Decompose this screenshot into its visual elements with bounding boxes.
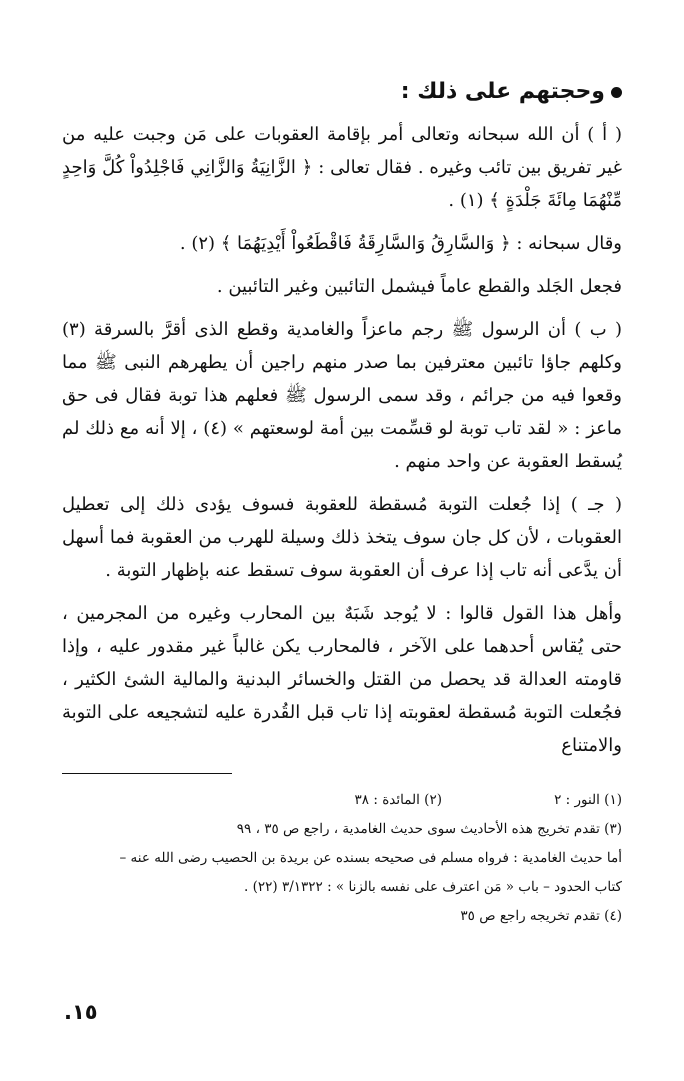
paragraph-a-verse2: وقال سبحانه : ﴿ وَالسَّارِقُ وَالسَّارِقَةُ فَاقْطَعُواْ أَيْدِيَهُمَا ﴾ (٢) . [179,233,622,254]
footnote-divider [62,773,232,774]
paragraph-b: ( ب ) أن الرسول ﷺ رجم ماعزاً والغامدية وقطع الذى أقرَّ بالسرقة (٣) وكلهم جاؤا تائبين معترفين بما صدر منهم راجين أن يطهرهم النبى ﷺ مما وقعوا فيه من جرائم ، وقد سمى الرسول ﷺ فعلهم هذا توبة فقال فى حق ماعز : « لقد تاب توبة لو قسِّمت بين أمة لوسعتهم » (٤) ، إلا أنه مع ذلك لم يُسقط العقوبة عن واحد منهم . [62,319,622,472]
footnote-3: (٣) تقدم تخريج هذه الأحاديث سوى حديث الغامدية ، راجع ص ٣٥ ، ٩٩ [236,821,622,837]
paragraph-a: ( أ ) أن الله سبحانه وتعالى أمر بإقامة العقوبات على مَن وجبت عليه من غير تفريق بين تائب وغيره . فقال تعالى : ﴿ الزَّانِيَةُ وَالزَّانِي فَاجْلِدُواْ كُلَّ وَاحِدٍ مِّنْهُمَا مِائَةَ جَلْدَةٍ ﴾ (١) . [62,124,622,211]
body-text [62,118,622,762]
bullet-icon [611,87,622,98]
section-heading-text: وحجتهم على ذلك : [400,79,605,104]
paragraph-conclusion: وأهل هذا القول قالوا : لا يُوجد شَبَهٌ بين المحارب وغيره من المجرمين ، حتى يُقاس أحدهما على الآخر ، فالمحارب يكن غالباً غير مقدور عليه ، وإذا قاومته العدالة قد يحصل من القتل والخسائر البدنية والمالية الشئ الكثير ، فجُعلت التوبة مُسقطة لعقوبته إذا تاب قبل القُدرة عليه لتشجيعه على التوبة والامتناع [62,603,622,756]
footnote-2: (٢) المائدة : ٣٨ [354,792,442,808]
page-number: ١٥. [64,1000,98,1024]
paragraph-a-conclusion: فجعل الجَلد والقطع عاماً فيشمل التائبين وغير التائبين . [216,276,622,297]
footnote-1: (١) النور : ٢ [554,792,622,808]
footnote-4: (٤) تقدم تخريجه راجع ص ٣٥ [460,908,622,924]
footnote-3-ref: كتاب الحدود – باب « مَن اعترف على نفسه بالزنا » : ٣/١٣٢٢ (٢٢) . [244,879,622,895]
paragraph-c: ( جـ ) إذا جُعلت التوبة مُسقطة للعقوبة فسوف يؤدى ذلك إلى تعطيل العقوبات ، لأن كل جان سوف يتخذ ذلك وسيلة للهرب من العقوبة فما أسهل أن يدَّعى أنه تاب إذا عرف أن العقوبة سوف تسقط عنه بإظهار التوبة . [62,494,622,581]
section-heading [401,78,622,106]
footnotes [62,786,622,931]
footnote-3-cont: أما حديث الغامدية : فرواه مسلم فى صحيحه بسنده عن بريدة بن الحصيب رضى الله عنه – [119,850,622,866]
